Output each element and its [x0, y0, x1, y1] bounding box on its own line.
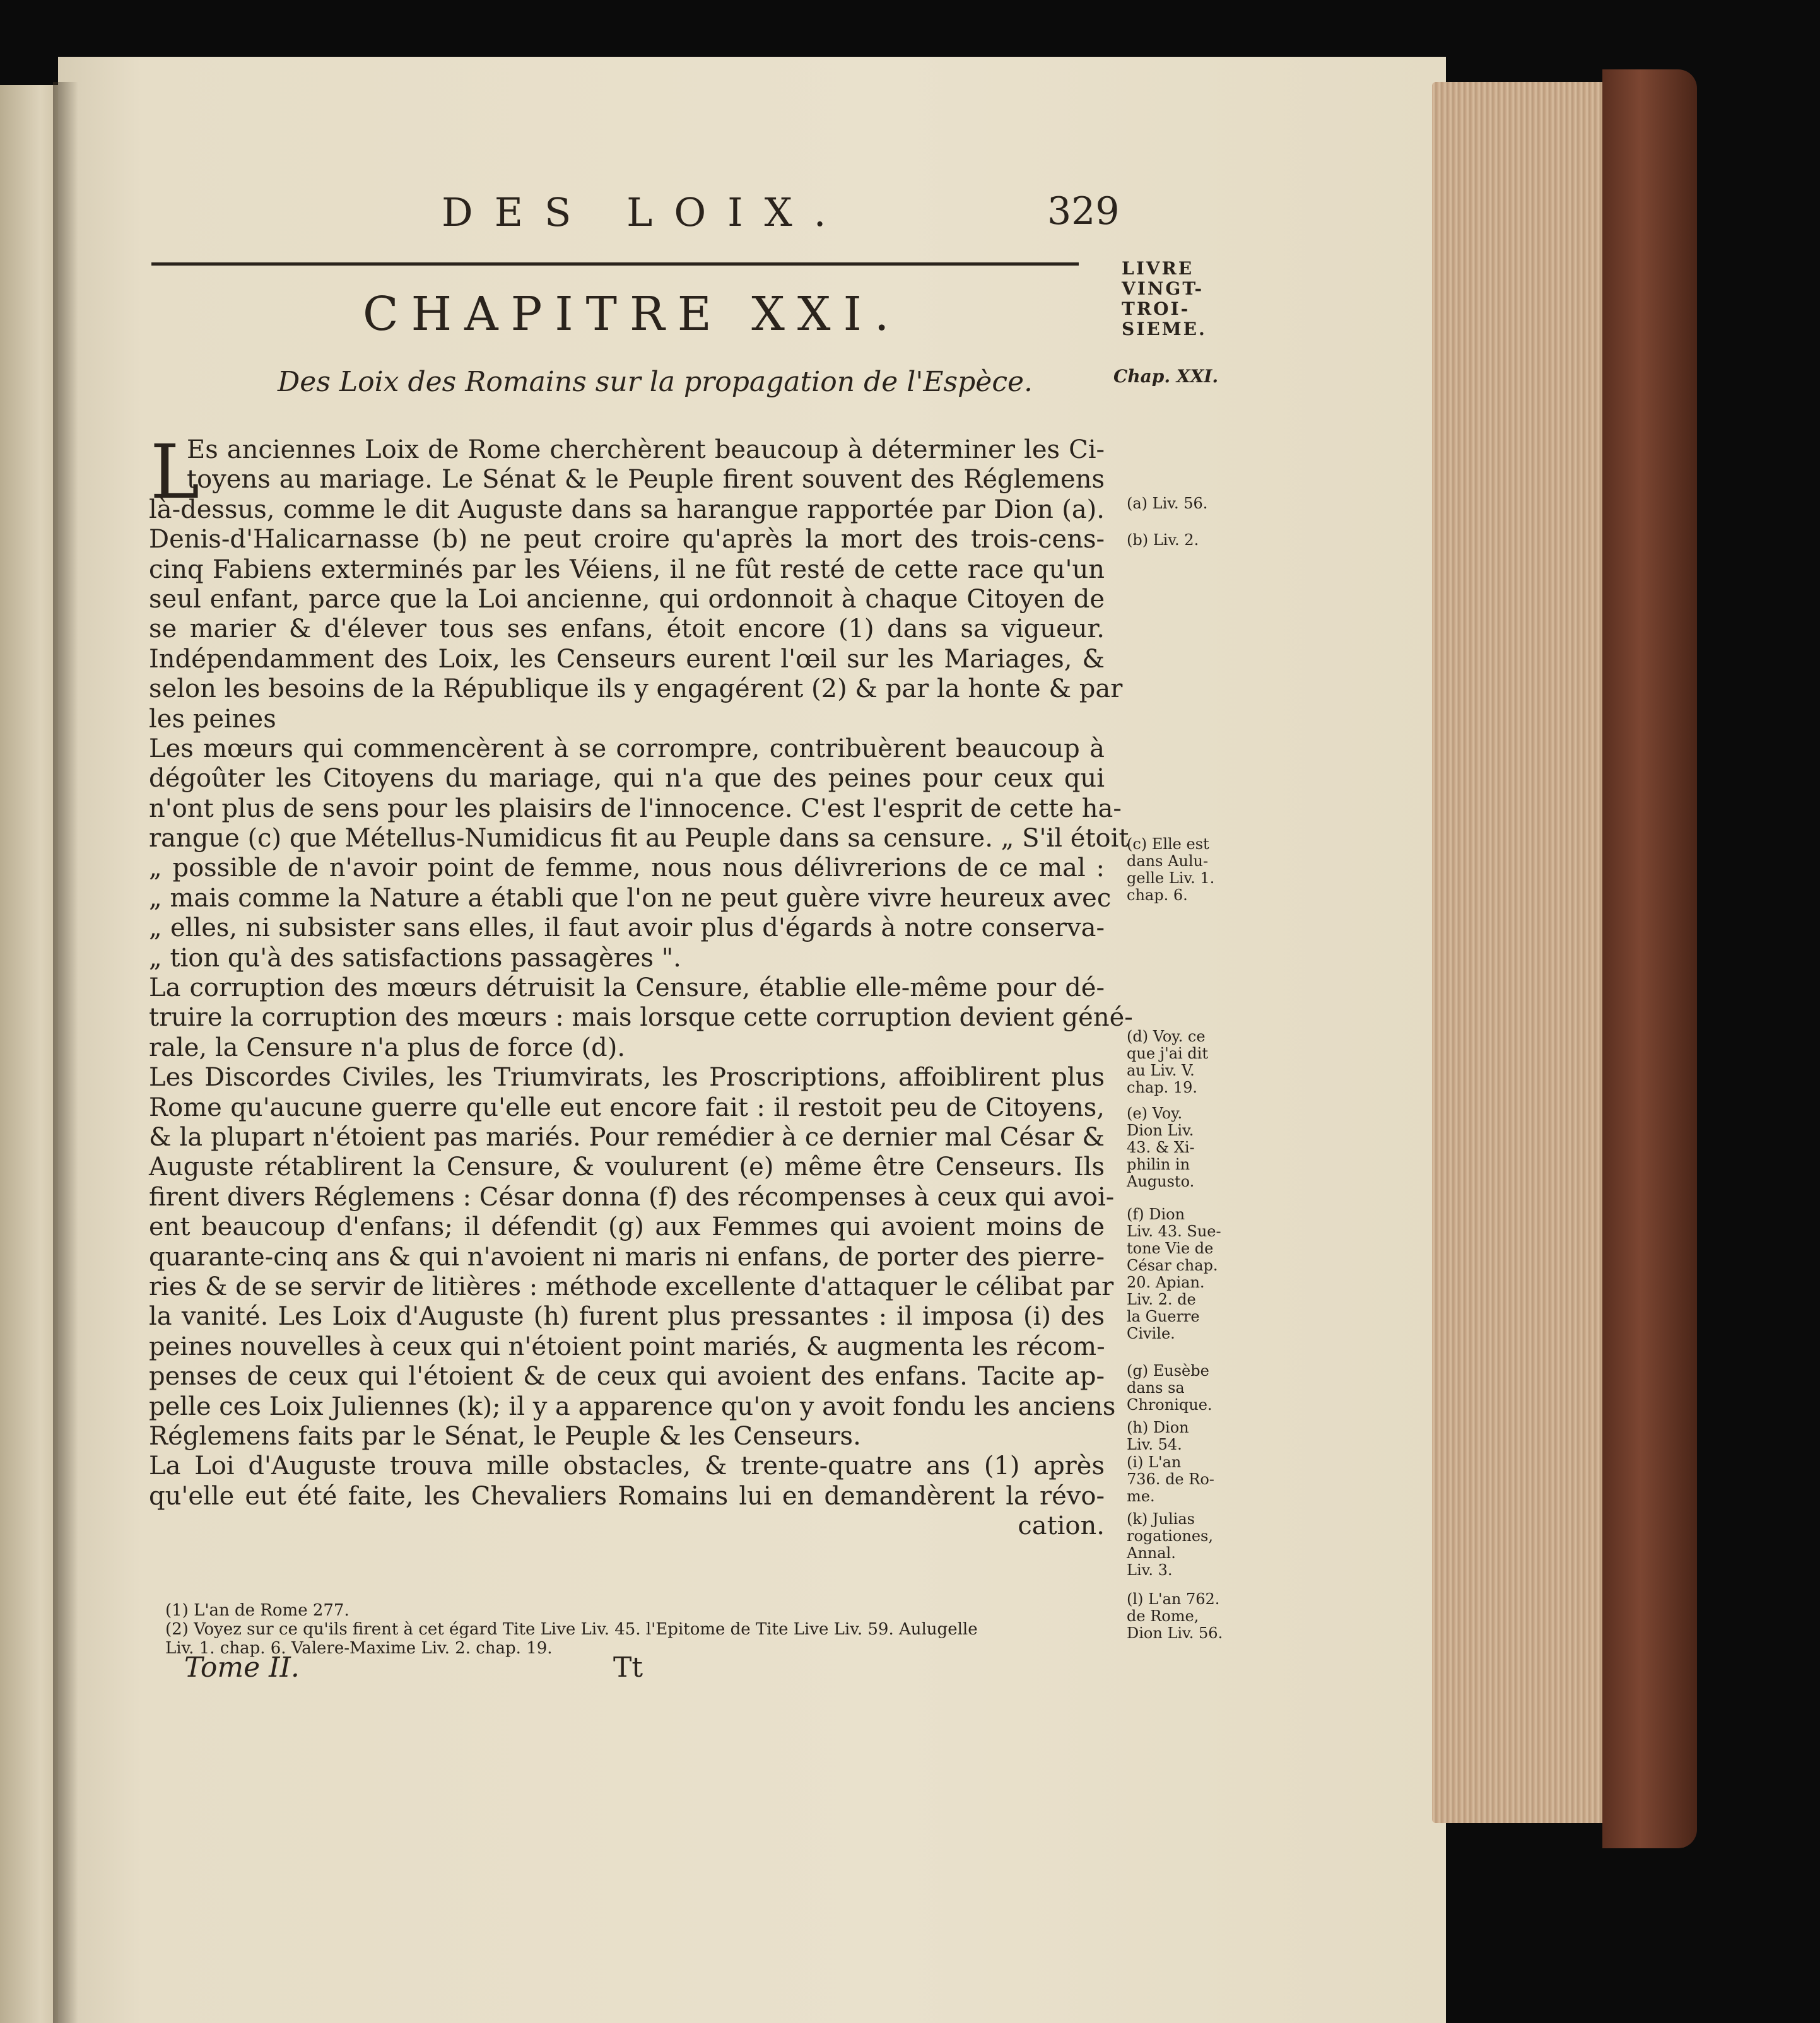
margin-note-g — [1127, 1363, 1253, 1414]
spine-shadow — [53, 82, 78, 2023]
margin-note-line: (e) Voy. — [1127, 1105, 1183, 1122]
margin-note-line: chap. 6. — [1127, 886, 1188, 904]
body-text — [149, 428, 1133, 1541]
book-marker-line: TROI- — [1122, 298, 1190, 319]
body-line: & la plupart n'étoient pas mariés. Pour remédier à ce dernier mal César & — [149, 1122, 1105, 1152]
margin-note-line: au Liv. V. — [1127, 1062, 1195, 1079]
body-line: Réglemens faits par le Sénat, le Peuple & les Censeurs. — [149, 1421, 861, 1451]
margin-note-line: Liv. 54. — [1127, 1436, 1182, 1453]
margin-note-line: Augusto. — [1127, 1173, 1195, 1190]
margin-note-line: (h) Dion — [1127, 1419, 1189, 1436]
body-line: la vanité. Les Loix d'Auguste (h) furent plus pressantes : il imposa (i) des — [149, 1302, 1105, 1332]
footnote: (2) Voyez sur ce qu'ils firent à cet égard Tite Live Liv. 45. l'Epitome de Tite Live Liv. 59. Aulugelle — [165, 1620, 978, 1639]
book-cover-edge — [1602, 69, 1697, 1848]
margin-note-line: de Rome, — [1127, 1607, 1199, 1625]
header-rule — [151, 262, 1079, 266]
margin-note-h — [1127, 1419, 1253, 1453]
margin-note-line: Dion Liv. 56. — [1127, 1624, 1223, 1642]
margin-note-line: (a) Liv. 56. — [1127, 495, 1208, 512]
margin-note-line: Annal. — [1127, 1544, 1176, 1562]
margin-note-line: Chronique. — [1127, 1396, 1212, 1414]
margin-note-line: rogationes, — [1127, 1527, 1213, 1545]
body-line: ries & de se servir de litières : méthode excellente d'attaquer le célibat par — [149, 1272, 1114, 1301]
body-line: se marier & d'élever tous ses enfans, étoit encore (1) dans sa vigueur. — [149, 614, 1105, 644]
book-marker-line: SIEME. — [1122, 319, 1207, 339]
body-line: Auguste rétablirent la Censure, & voulurent (e) même être Censeurs. Ils — [149, 1152, 1105, 1182]
chapter-subtitle: Des Loix des Romains sur la propagation de l'Espèce. — [278, 366, 1033, 398]
body-line: La corruption des mœurs détruisit la Censure, établie elle-même pour dé- — [149, 973, 1105, 1003]
margin-note-line: tone Vie de — [1127, 1240, 1214, 1257]
drop-cap: L — [150, 428, 200, 515]
body-line: Rome qu'aucune guerre qu'elle eut encore fait : il restoit peu de Citoyens, — [149, 1093, 1105, 1122]
body-line: seul enfant, parce que la Loi ancienne, qui ordonnoit à chaque Citoyen de — [149, 584, 1105, 614]
margin-note-l — [1127, 1591, 1253, 1642]
margin-note-k — [1127, 1511, 1253, 1579]
body-line: dégoûter les Citoyens du mariage, qui n'a que des peines pour ceux qui — [149, 764, 1105, 794]
body-line: cation. — [1018, 1511, 1105, 1541]
chapter-marker: Chap. XXI. — [1113, 366, 1219, 387]
body-line: Indépendamment des Loix, les Censeurs eurent l'œil sur les Mariages, & — [149, 644, 1105, 674]
body-line: rale, la Censure n'a plus de force (d). — [149, 1033, 626, 1062]
book-marker — [1122, 259, 1207, 339]
body-line: là-dessus, comme le dit Auguste dans sa harangue rapportée par Dion (a). — [149, 495, 1105, 524]
body-line: firent divers Réglemens : César donna (f) des récompenses à ceux qui avoi- — [149, 1182, 1115, 1212]
body-line: La Loi d'Auguste trouva mille obstacles, & trente-quatre ans (1) après — [149, 1451, 1105, 1481]
volume-signature: Tome II. — [184, 1651, 300, 1684]
book-marker-line: LIVRE — [1122, 258, 1194, 279]
gathering-mark: Tt — [613, 1651, 643, 1684]
body-line: toyens au mariage. Le Sénat & le Peuple firent souvent des Réglemens — [187, 465, 1105, 495]
margin-note-line: (l) L'an 762. — [1127, 1590, 1220, 1608]
page-block-edge — [1432, 82, 1615, 1823]
body-line: cinq Fabiens exterminés par les Véiens, il ne fût resté de cette race qu'un — [149, 554, 1105, 584]
body-line: „ possible de n'avoir point de femme, nous nous délivrerions de ce mal : — [149, 853, 1105, 883]
margin-note-line: (c) Elle est — [1127, 835, 1209, 853]
margin-note-a — [1127, 495, 1253, 512]
book-marker-line: VINGT- — [1122, 278, 1204, 299]
margin-note-line: (i) L'an — [1127, 1453, 1182, 1471]
margin-note-line: 20. Apian. — [1127, 1274, 1205, 1291]
margin-note-line: (k) Julias — [1127, 1510, 1195, 1528]
body-line: Denis-d'Halicarnasse (b) ne peut croire qu'après la mort des trois-cens- — [149, 525, 1105, 554]
footnote: (1) L'an de Rome 277. — [165, 1601, 349, 1620]
margin-note-line: dans sa — [1127, 1379, 1185, 1397]
margin-note-line: 736. de Ro- — [1127, 1470, 1214, 1488]
margin-note-line: la Guerre — [1127, 1308, 1200, 1325]
margin-note-line: Liv. 3. — [1127, 1561, 1173, 1579]
body-line: n'ont plus de sens pour les plaisirs de l'innocence. C'est l'esprit de cette ha- — [149, 794, 1122, 823]
chapter-title: CHAPITRE XXI. — [363, 287, 902, 341]
body-line: penses de ceux qui l'étoient & de ceux qui avoient des enfans. Tacite ap- — [149, 1362, 1105, 1392]
margin-note-c — [1127, 836, 1253, 904]
margin-note-e — [1127, 1105, 1253, 1190]
running-title: DES LOIX. — [442, 189, 848, 235]
margin-note-line: gelle Liv. 1. — [1127, 869, 1215, 887]
margin-note-i — [1127, 1454, 1253, 1505]
body-line: Les Discordes Civiles, les Triumvirats, les Proscriptions, affoiblirent plus — [149, 1063, 1105, 1093]
margin-note-d — [1127, 1028, 1253, 1096]
body-line: „ elles, ni subsister sans elles, il faut avoir plus d'égards à notre conserva- — [149, 913, 1105, 943]
body-line: selon les besoins de la République ils y engagérent (2) & par la honte & par — [149, 674, 1123, 704]
margin-note-line: chap. 19. — [1127, 1079, 1197, 1096]
body-line: les peines — [149, 704, 276, 734]
margin-note-line: Civile. — [1127, 1325, 1175, 1342]
margin-note-b — [1127, 532, 1253, 549]
body-line: „ tion qu'à des satisfactions passagères ". — [149, 943, 681, 973]
margin-note-line: (b) Liv. 2. — [1127, 531, 1199, 549]
body-line: ent beaucoup d'enfans; il défendit (g) aux Femmes qui avoient moins de — [149, 1212, 1105, 1242]
body-line: quarante-cinq ans & qui n'avoient ni maris ni enfans, de porter des pierre- — [149, 1242, 1105, 1272]
margin-note-f — [1127, 1206, 1253, 1342]
margin-note-line: 43. & Xi- — [1127, 1139, 1195, 1156]
margin-note-line: (d) Voy. ce — [1127, 1028, 1206, 1045]
body-line: rangue (c) que Métellus-Numidicus fit au Peuple dans sa censure. „ S'il étoit — [149, 824, 1129, 853]
margin-note-line: Liv. 43. Sue- — [1127, 1223, 1221, 1240]
body-line: „ mais comme la Nature a établi que l'on ne peut guère vivre heureux avec — [149, 883, 1112, 913]
margin-note-line: dans Aulu- — [1127, 852, 1209, 870]
page-number: 329 — [1047, 189, 1120, 233]
margin-note-line: me. — [1127, 1487, 1155, 1505]
margin-note-line: (g) Eusèbe — [1127, 1362, 1209, 1380]
margin-note-line: philin in — [1127, 1156, 1190, 1173]
previous-page-edge — [0, 85, 58, 2023]
body-line: truire la corruption des mœurs : mais lorsque cette corruption devient géné- — [149, 1003, 1133, 1033]
body-line: peines nouvelles à ceux qui n'étoient point mariés, & augmenta les récom- — [149, 1332, 1105, 1361]
margin-note-line: que j'ai dit — [1127, 1045, 1208, 1062]
margin-note-line: (f) Dion — [1127, 1205, 1185, 1223]
margin-note-line: César chap. — [1127, 1257, 1218, 1274]
margin-note-line: Liv. 2. de — [1127, 1291, 1196, 1308]
margin-note-line: Dion Liv. — [1127, 1122, 1194, 1139]
body-line: Les mœurs qui commencèrent à se corrompre, contribuèrent beaucoup à — [149, 734, 1105, 763]
body-line: qu'elle eut été faite, les Chevaliers Romains lui en demandèrent la révo- — [149, 1481, 1105, 1511]
body-line: Es anciennes Loix de Rome cherchèrent beaucoup à déterminer les Ci- — [187, 435, 1105, 464]
footnote: Liv. 1. chap. 6. Valere-Maxime Liv. 2. chap. 19. — [165, 1639, 553, 1658]
body-line: pelle ces Loix Juliennes (k); il y a apparence qu'on y avoit fondu les anciens — [149, 1392, 1116, 1421]
